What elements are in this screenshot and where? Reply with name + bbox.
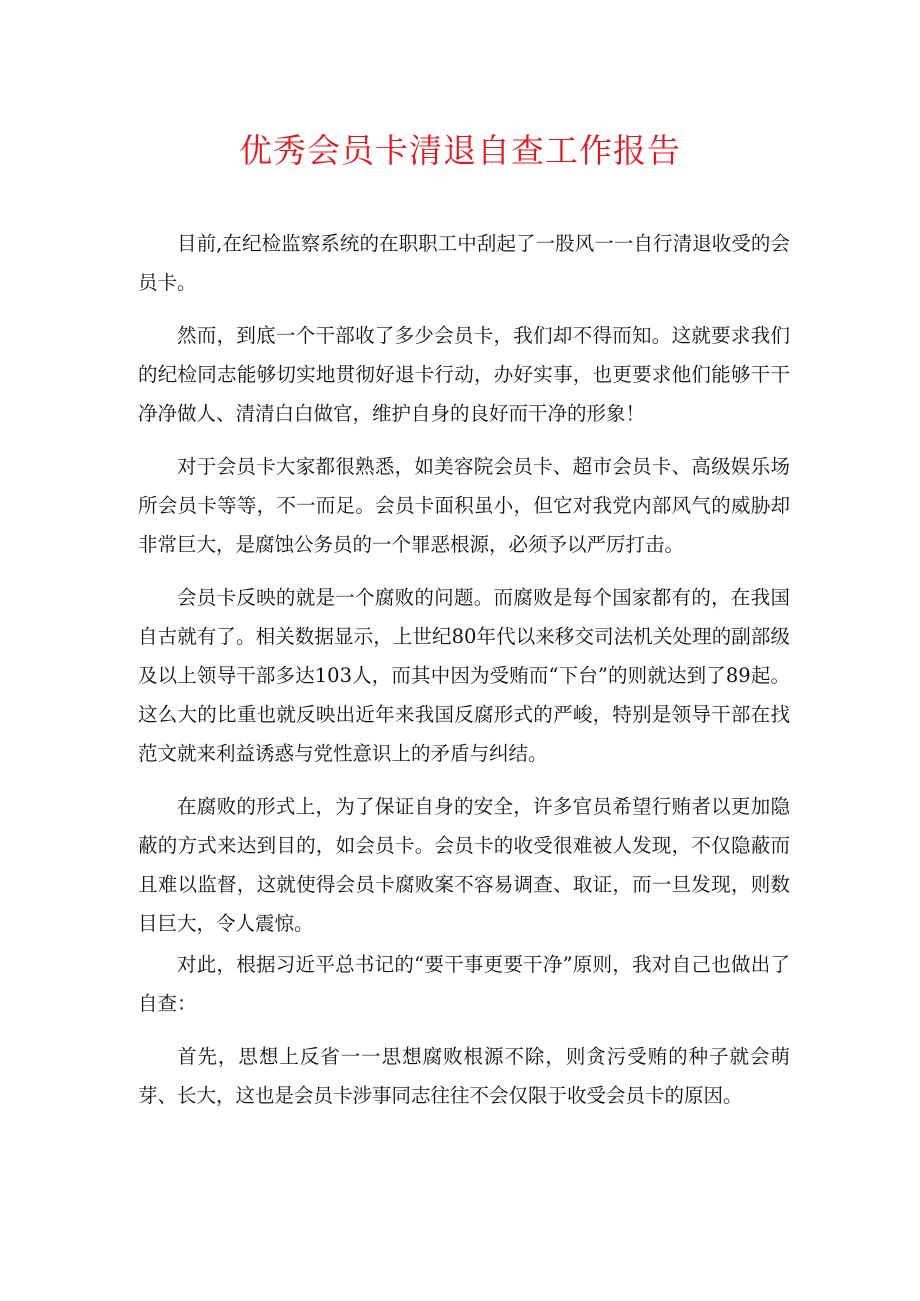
paragraph-3: 对于会员卡大家都很熟悉，如美容院会员卡、超市会员卡、高级娱乐场所会员卡等等，不一而足。会员卡面积虽小，但它对我党内部风气的威胁却非常巨大，是腐蚀公务员的一个罪恶根源，必须予以严厉打击。 bbox=[138, 455, 790, 556]
paragraph-5: 在腐败的形式上，为了保证自身的安全，许多官员希望行贿者以更加隐蔽的方式来达到目的，如会员卡。会员卡的收受很难被人发现，不仅隐蔽而且难以监督，这就使得会员卡腐败案不容易调查、取证，而一旦发现，则数目巨大，令人震惊。 bbox=[138, 795, 790, 935]
paragraph-4: 会员卡反映的就是一个腐败的问题。而腐败是每个国家都有的，在我国自古就有了。相关数据显示，上世纪80年代以来移交司法机关处理的副部级及以上领导干部多达103人，而其中因为受贿而“下台”的则就达到了89起。这么大的比重也就反映出近年来我国反腐形式的严峻，特别是领导干部在找范文就来利益诱惑与党性意识上的矛盾与纠结。 bbox=[138, 586, 790, 765]
paragraph-6: 对此，根据习近平总书记的“要干事更要干净”原则，我对自己也做出了自查： bbox=[138, 953, 790, 1015]
paragraph-1: 目前,在纪检监察系统的在职职工中刮起了一股风一一自行清退收受的会员卡。 bbox=[138, 232, 790, 294]
paragraph-2: 然而，到底一个干部收了多少会员卡，我们却不得而知。这就要求我们的纪检同志能够切实地贯彻好退卡行动，办好实事，也更要求他们能够干干净净做人、清清白白做官，维护自身的良好而干净的形象！ bbox=[138, 324, 790, 425]
document-title: 优秀会员卡清退自查工作报告 bbox=[239, 131, 681, 170]
document-body bbox=[138, 224, 790, 1129]
paragraph-7: 首先，思想上反省一一思想腐败根源不除，则贪污受贿的种子就会萌芽、长大，这也是会员卡涉事同志往往不会仅限于收受会员卡的原因。 bbox=[138, 1045, 790, 1107]
